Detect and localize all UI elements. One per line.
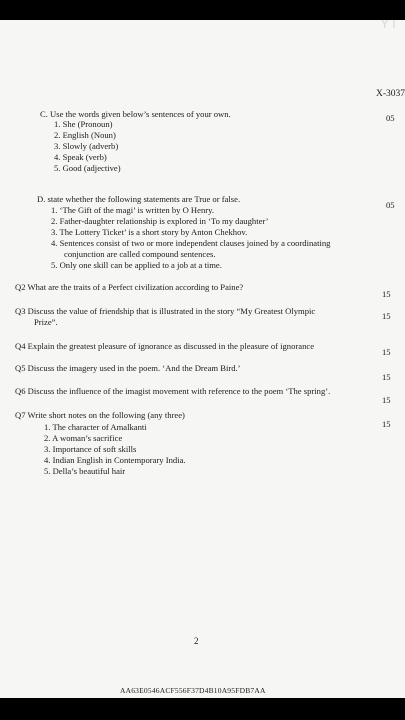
paper-code: X-3037 bbox=[376, 89, 405, 99]
question-3-marks: 15 bbox=[382, 311, 391, 321]
document-hash: AA63E0546ACF556F37D4B10A95FDB7AA bbox=[120, 686, 266, 695]
list-item: 3. Importance of soft skills bbox=[44, 444, 137, 454]
question-2: Q2 What are the traits of a Perfect civilization according to Paine? bbox=[15, 282, 244, 292]
list-item: 5. Good (adjective) bbox=[54, 163, 121, 173]
watermark-logo: YT bbox=[380, 20, 399, 31]
section-c-marks: 05 bbox=[386, 113, 395, 123]
question-7: Q7 Write short notes on the following (any three) bbox=[15, 410, 185, 420]
question-2-marks: 15 bbox=[382, 289, 391, 299]
section-c-heading: C. Use the words given below’s sentences of your own. bbox=[40, 109, 231, 119]
list-item: 2. English (Noun) bbox=[54, 130, 116, 140]
list-item: 1. The character of Amalkanti bbox=[44, 422, 147, 432]
list-item: 1. She (Pronoun) bbox=[54, 119, 113, 129]
page-number: 2 bbox=[194, 636, 199, 646]
exam-page bbox=[0, 20, 405, 698]
list-item: 4. Indian English in Contemporary India. bbox=[44, 455, 186, 465]
list-item: 3. The Lottery Ticket’ is a short story by Anton Chekhov. bbox=[51, 227, 248, 237]
list-item: 5. Only one skill can be applied to a job at a time. bbox=[51, 260, 222, 270]
section-d-marks: 05 bbox=[386, 200, 395, 210]
section-d-heading: D. state whether the following statements are True or false. bbox=[37, 194, 241, 204]
question-5-marks: 15 bbox=[382, 372, 391, 382]
list-item: 3. Slowly (adverb) bbox=[54, 141, 119, 151]
list-item: 4. Speak (verb) bbox=[54, 152, 107, 162]
question-6-marks: 15 bbox=[382, 395, 391, 405]
list-item: 4. Sentences consist of two or more independent clauses joined by a coordinating bbox=[51, 238, 331, 248]
list-item: 1. ‘The Gift of the magi’ is written by O Henry. bbox=[51, 205, 214, 215]
question-6: Q6 Discuss the influence of the imagist movement with reference to the poem ‘The spring’. bbox=[15, 386, 331, 396]
question-7-marks: 15 bbox=[382, 419, 391, 429]
question-4: Q4 Explain the greatest pleasure of ignorance as discussed in the pleasure of ignorance bbox=[15, 341, 315, 351]
question-3: Q3 Discuss the value of friendship that is illustrated in the story “My Greatest Olympic bbox=[15, 306, 316, 316]
question-4-marks: 15 bbox=[382, 347, 391, 357]
list-item-continuation: conjunction are called compound sentences. bbox=[64, 249, 216, 259]
list-item: 2. A woman’s sacrifice bbox=[44, 433, 123, 443]
question-5: Q5 Discuss the imagery used in the poem. ‘And the Dream Bird.’ bbox=[15, 363, 241, 373]
list-item: 5. Della’s beautiful hair bbox=[44, 466, 126, 476]
list-item: 2. Father-daughter relationship is explored in ‘To my daughter’ bbox=[51, 216, 269, 226]
question-3-continuation: Prize”. bbox=[34, 317, 58, 327]
